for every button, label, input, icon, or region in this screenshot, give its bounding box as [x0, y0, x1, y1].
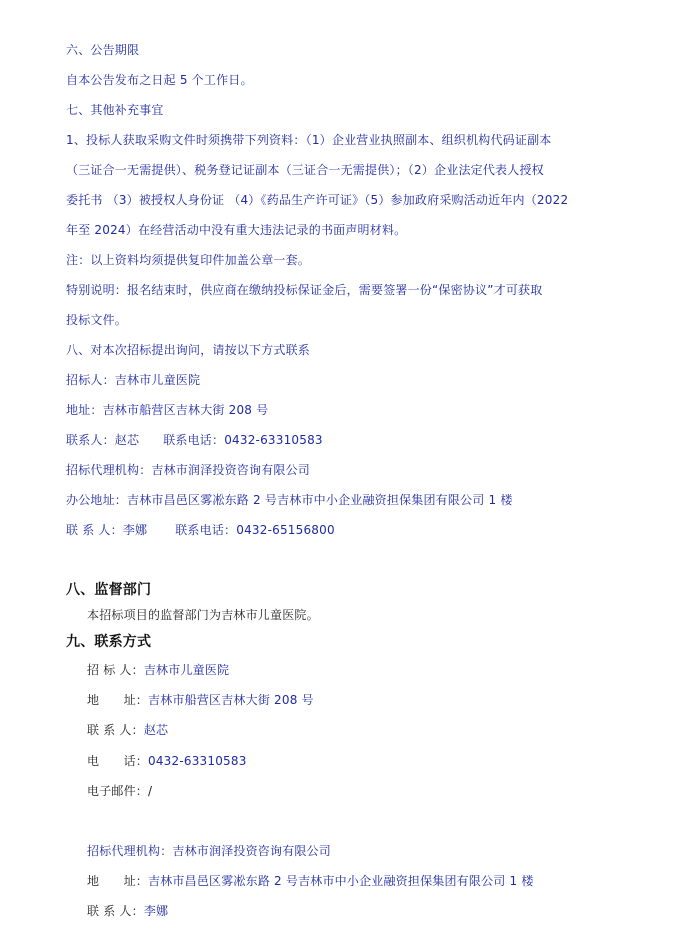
s9-agency-person-label: 联 系 人：	[87, 904, 144, 918]
contact-agency-phone: 联系电话：0432-65156800	[175, 523, 335, 537]
s9-agency-person-row	[87, 903, 168, 919]
section7-item1-line1: 1、投标人获取采购文件时须携带下列资料：（1）企业营业执照副本、组织机构代码证副本	[66, 133, 552, 147]
s9-tenderer-label: 招 标 人：	[87, 663, 144, 677]
s9-address-row	[87, 692, 314, 708]
contact-agency-address: 办公地址：吉林市昌邑区雾凇东路 2 号吉林市中小企业融资担保集团有限公司 1 楼	[66, 493, 513, 507]
s9-address-value: 吉林市船营区吉林大街 208 号	[148, 693, 314, 707]
s9-phone-row	[87, 753, 247, 769]
s9-person-row	[87, 722, 168, 738]
section6-text: 自本公告发布之日起 5 个工作日。	[66, 73, 253, 87]
s9-address-label: 地 址：	[87, 693, 149, 707]
section8-text: 本招标项目的监督部门为吉林市儿童医院。	[87, 608, 319, 622]
section7-note: 注：以上资料均须提供复印件加盖公章一套。	[66, 253, 311, 267]
s9-agency: 招标代理机构：吉林市润泽投资咨询有限公司	[87, 844, 332, 858]
section7-item1-line4: 年至 2024）在经营活动中没有重大违法记录的书面声明材料。	[66, 223, 407, 237]
s9-person-value: 赵芯	[143, 723, 169, 737]
contact-person-row	[66, 432, 323, 448]
s9-email-row	[87, 783, 152, 799]
section7-heading: 七、其他补充事宜	[66, 103, 164, 117]
s9-email-value: /	[148, 784, 153, 798]
s9-person-label: 联 系 人：	[87, 723, 144, 737]
section7-special-line2: 投标文件。	[66, 313, 128, 327]
contact-agency-person: 联 系 人：李娜	[66, 523, 148, 537]
section7-item1-line2: （三证合一无需提供）、税务登记证副本（三证合一无需提供）；（2）企业法定代表人授权	[66, 163, 544, 177]
s9-phone-label: 电 话：	[87, 754, 149, 768]
contact-address: 地址：吉林市船营区吉林大街 208 号	[66, 403, 269, 417]
contact-tenderer: 招标人：吉林市儿童医院	[66, 373, 201, 387]
s9-agency-address-row	[87, 873, 534, 889]
s9-email-label: 电子邮件：	[87, 784, 149, 798]
section8-heading: 八、监督部门	[66, 582, 152, 598]
contact-heading: 八、对本次招标提出询问，请按以下方式联系	[66, 343, 311, 357]
contact-person: 联系人：赵芯	[66, 433, 140, 447]
s9-agency-address-value: 吉林市昌邑区雾凇东路 2 号吉林市中小企业融资担保集团有限公司 1 楼	[148, 874, 534, 888]
section9-heading: 九、联系方式	[66, 634, 152, 650]
s9-agency-person-value: 李娜	[143, 904, 169, 918]
s9-tenderer-value: 吉林市儿童医院	[143, 663, 230, 677]
contact-agency-person-row	[66, 522, 335, 538]
s9-agency-address-label: 地 址：	[87, 874, 149, 888]
contact-phone: 联系电话：0432-63310583	[163, 433, 323, 447]
section7-special-line1: 特别说明：报名结束时，供应商在缴纳投标保证金后，需要签署一份“保密协议”才可获取	[66, 283, 543, 297]
contact-agency: 招标代理机构：吉林市润泽投资咨询有限公司	[66, 463, 311, 477]
s9-phone-value: 0432-63310583	[148, 754, 247, 768]
section7-item1-line3: 委托书 （3）被授权人身份证 （4）《药品生产许可证》（5）参加政府采购活动近年内（2022	[66, 193, 569, 207]
s9-tenderer-row	[87, 662, 229, 678]
section6-heading: 六、公告期限	[66, 43, 140, 57]
